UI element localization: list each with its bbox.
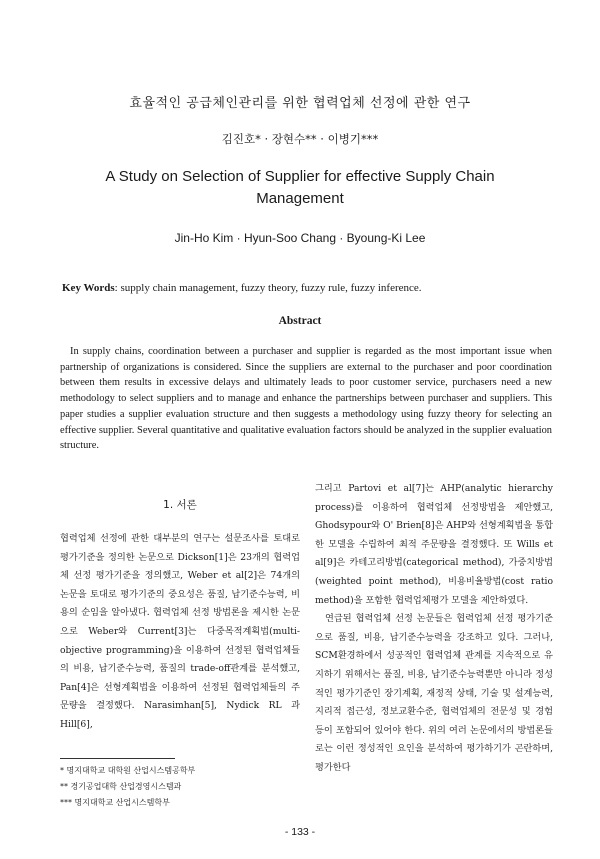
keywords xyxy=(62,282,552,294)
abstract-heading: Abstract xyxy=(278,315,322,327)
abstract-body xyxy=(60,344,552,454)
right-column-paragraph-2: 연급된 협력업체 선정 논문들은 협력업체 선정 평가기준으로 품질, 비용, 납기준수능력을 강조하고 있다. 그러나, SCM환경하에서 성공적인 협력업체 관계를 지속적으로 유지하기 위해서는 품질, 비용, 납기준수능력뿐만 아니라 정성적인 평가기준인 장기계획, 재정적 상태, 기술 및 설계능력, 지리적 접근성, 정보교환수준, 협력업체의 전문성 및 경험 등이 포함되어 있어야 한다. 위의 여러 논문에서의 방법론들로는 이런 정성적인 요인을 분석하여 평가하기가 곤란하며, 평가한다 xyxy=(315,613,553,773)
footnote-2: ** 경기공업대학 산업경영시스템과 xyxy=(60,782,182,791)
abstract-text: In supply chains, coordination between a purchaser and supplier is regarded as the most important issue when partnership of organizations is considered. Since the suppliers are external to the purchaser and poor coordination between them results in excessive delays and ultimately leads to poor customer service, purchasers need a new methodology to select suppliers and to manage and enhance the partnerships between purchaser and suppliers. This paper studies a supplier evaluation structure and then suggests a methodology using fuzzy theory for selecting an effective supplier. Several quantitative and qualitative evaluation factors should be analyzed in the supplier evaluation structure. xyxy=(60,346,552,452)
left-column-body: 협력업체 선정에 관한 대부분의 연구는 설문조사를 토대로 평가기준을 정의한 논문으로 Dickson[1]은 23개의 협력업체 선정 평가기준을 정의했고, Weber et al[2]은 74개의 논문을 토대로 평가기준의 중요성은 품질, 납기준수능력, 비용의 순임을 알아냈다. 협력업체 선정 방법론을 제시한 논문으로 Weber와 Current[3]는 다중목적계획법(multi-objective programming)을 이용하여 선정된 협력업체들의 비용, 납기준수능력, 품질의 trade-off관계를 분석했고, Pan[4]은 선형계획법을 이용하여 선정된 협력업체들의 주문량을 결정했다. Narasimhan[5], Nydick RL 과 Hill[6], xyxy=(60,533,300,730)
footnotes xyxy=(60,763,300,811)
page-number: - 133 - xyxy=(284,826,316,838)
english-title xyxy=(0,166,600,210)
footnote-1: * 명지대학교 대학원 산업시스템공학부 xyxy=(60,766,196,775)
footnote-divider xyxy=(60,758,175,759)
keywords-text: : supply chain management, fuzzy theory, fuzzy rule, fuzzy inference. xyxy=(114,282,422,294)
korean-title: 효율적인 공급체인관리를 위한 협력업체 선정에 관한 연구 xyxy=(129,96,471,111)
english-title-line2: Management xyxy=(256,190,344,207)
footnote-3: *** 명지대학교 산업시스템학부 xyxy=(60,798,170,807)
english-title-line1: A Study on Selection of Supplier for effective Supply Chain xyxy=(105,168,495,185)
english-authors: Jin-Ho Kim · Hyun-Soo Chang · Byoung-Ki Lee xyxy=(174,231,426,245)
keywords-label: Key Words xyxy=(62,282,115,294)
right-column-paragraph-1: 그리고 Partovi et al[7]는 AHP(analytic hierarchy process)를 이용하여 협력업체 선정방법을 제안했고, Ghodsypour와 O' Brien[8]은 AHP와 선형계획법을 통합한 모델을 수립하여 최적 주문량을 결정했다. 또 Wills et al[9]은 카테고리방법(categorical method), 가중치방법(weighted point method), 비용비율방법(cost ratio method)을 포함한 협력업체평가 모델을 제안하였다. xyxy=(315,483,553,606)
section-heading-introduction: 1. 서론 xyxy=(163,499,197,511)
right-column-body xyxy=(315,480,553,787)
korean-authors: 김진호* · 장현수** · 이병기*** xyxy=(221,132,379,146)
